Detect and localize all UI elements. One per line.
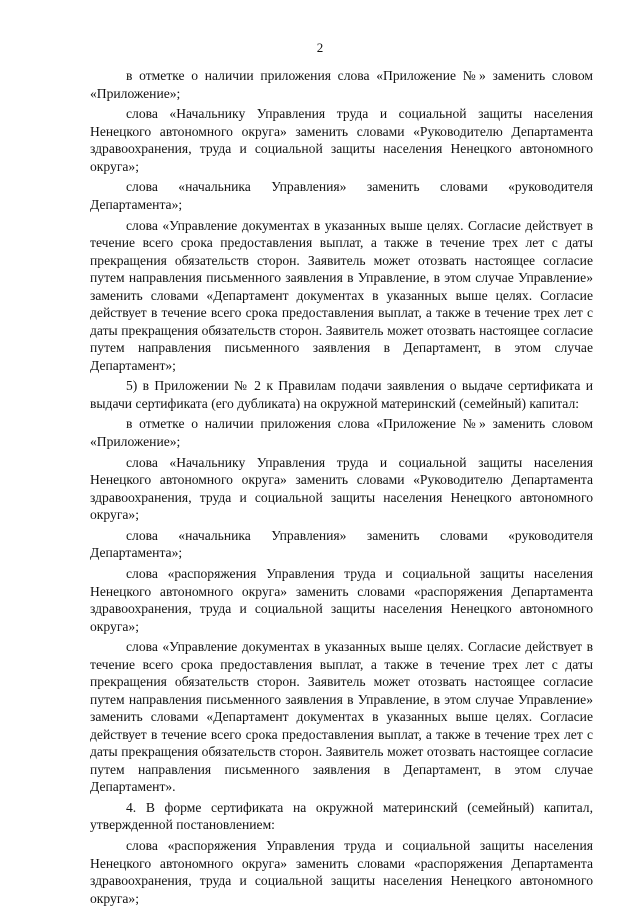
page-number: 2	[316, 40, 324, 55]
paragraph: слова «Начальнику Управления труда и социальной защиты населения Ненецкого автономного округа» заменить словами «Руководителю Департамента здравоохранения, труда и социальной защиты населения Ненецкого автономного округа»;	[90, 454, 593, 523]
paragraph: слова «Управление документах в указанных выше целях. Согласие действует в течение всего срока предоставления выплат, а также в течение трех лет с даты прекращения обязательств сторон. Заявитель может отозвать настоящее согласие путем направления письменного заявления в Управление, в этом случае Управление» заменить словами «Департамент документах в указанных выше целях. Согласие действует в течение всего срока предоставления выплат, а также в течение трех лет с даты прекращения обязательств сторон. Заявитель может отозвать настоящее согласие путем направления письменного заявления в Департамент, в этом случае Департамент».	[90, 639, 593, 795]
paragraph: слова «распоряжения Управления труда и социальной защиты населения Ненецкого автономного округа» заменить словами «распоряжения Департамента здравоохранения, труда и социальной защиты населения Ненецкого автономного округа»;	[90, 838, 593, 906]
document-body	[90, 67, 593, 910]
paragraph: в отметке о наличии приложения слова «Приложение №» заменить словом «Приложение»;	[90, 68, 593, 101]
paragraph: слова «Начальнику Управления труда и социальной защиты населения Ненецкого автономного округа» заменить словами «Руководителю Департамента здравоохранения, труда и социальной защиты населения Ненецкого автономного округа»;	[90, 106, 593, 174]
paragraph: слова «начальника Управления» заменить словами «руководителя Департамента»;	[90, 179, 593, 212]
paragraph: слова «распоряжения Управления труда и социальной защиты населения Ненецкого автономного округа» заменить словами «распоряжения Департамента здравоохранения, труда и социальной защиты населения Ненецкого автономного округа»;	[90, 566, 593, 634]
paragraph: 4. В форме сертификата на окружной материнский (семейный) капитал, утвержденной постановлением:	[90, 799, 593, 833]
paragraph: слова «Управление документах в указанных выше целях. Согласие действует в течение всего срока предоставления выплат, а также в течение трех лет с даты прекращения обязательств сторон. Заявитель может отозвать настоящее согласие путем направления письменного заявления в Управление, в этом случае Управление» заменить словами «Департамент документах в указанных выше целях. Согласие действует в течение всего срока предоставления выплат, а также в течение трех лет с даты прекращения обязательств сторон. Заявитель может отозвать настоящее согласие путем направления письменного заявления в Департамент, в этом случае Департамент»;	[90, 217, 593, 373]
paragraph: в отметке о наличии приложения слова «Приложение №» заменить словом «Приложение»;	[90, 416, 593, 449]
paragraph: 5) в Приложении № 2 к Правилам подачи заявления о выдаче сертификата и выдачи сертификата (его дубликата) на окружной материнский (семейный) капитал:	[90, 378, 593, 411]
paragraph: слова «начальника Управления» заменить словами «руководителя Департамента»;	[90, 527, 593, 561]
